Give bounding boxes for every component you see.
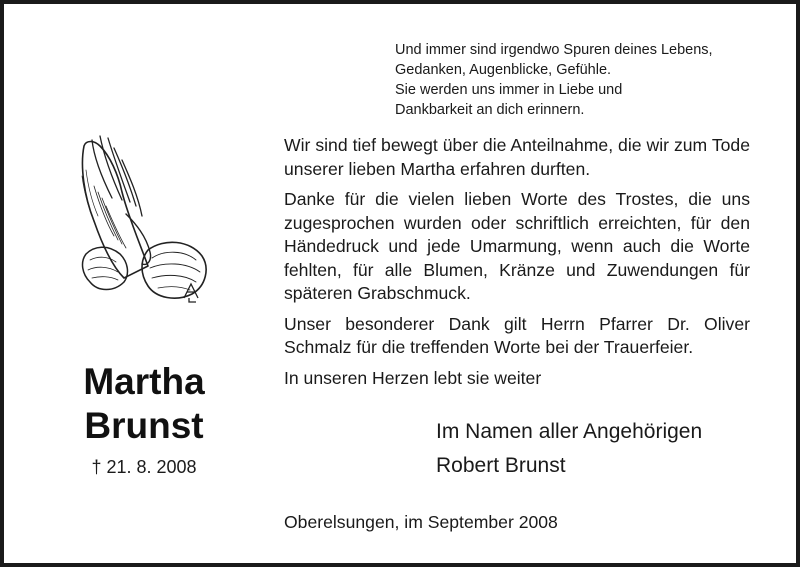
poem-line: Dankbarkeit an dich erinnern. bbox=[395, 102, 585, 118]
poem-line: Gedanken, Augenblicke, Gefühle. bbox=[395, 62, 612, 78]
signature-line-1: Im Namen aller Angehörigen bbox=[436, 420, 703, 443]
thank-you-text bbox=[284, 134, 750, 397]
death-date: † 21. 8. 2008 bbox=[91, 457, 197, 477]
signature bbox=[436, 415, 776, 483]
deceased-name bbox=[44, 360, 244, 448]
place-date: Oberelsungen, im September 2008 bbox=[284, 512, 558, 532]
paragraph-pastor: Unser besonderer Dank gilt Herrn Pfarrer Dr. Oliver Schmalz für die treffenden Worte bei der Trauerfeier. bbox=[284, 313, 750, 357]
signature-name: Robert Brunst bbox=[436, 454, 566, 477]
poem bbox=[395, 40, 775, 120]
poem-line: Sie werden uns immer in Liebe und bbox=[395, 82, 623, 98]
first-name: Martha bbox=[83, 361, 205, 402]
paragraph-thanks: Wir sind tief bewegt über die Anteilnahme, die wir zum Tode unserer lieben Martha erfahren durften. bbox=[284, 135, 750, 179]
paragraph-closing: In unseren Herzen lebt sie weiter bbox=[284, 367, 542, 388]
poem-line: Und immer sind irgendwo Spuren deines Lebens, bbox=[395, 42, 713, 58]
last-name: Brunst bbox=[84, 405, 204, 446]
praying-hands-icon bbox=[64, 126, 220, 312]
paragraph-gratitude: Danke für die vielen lieben Worte des Trostes, die uns zugesprochen wurden oder schriftlich erreichten, für den Händedruck und jede Umarmung, wenn auch die Worte fehlten, für alle Blumen, Kränze und Zuwendungen für späteren Grabschmuck. bbox=[284, 189, 750, 303]
